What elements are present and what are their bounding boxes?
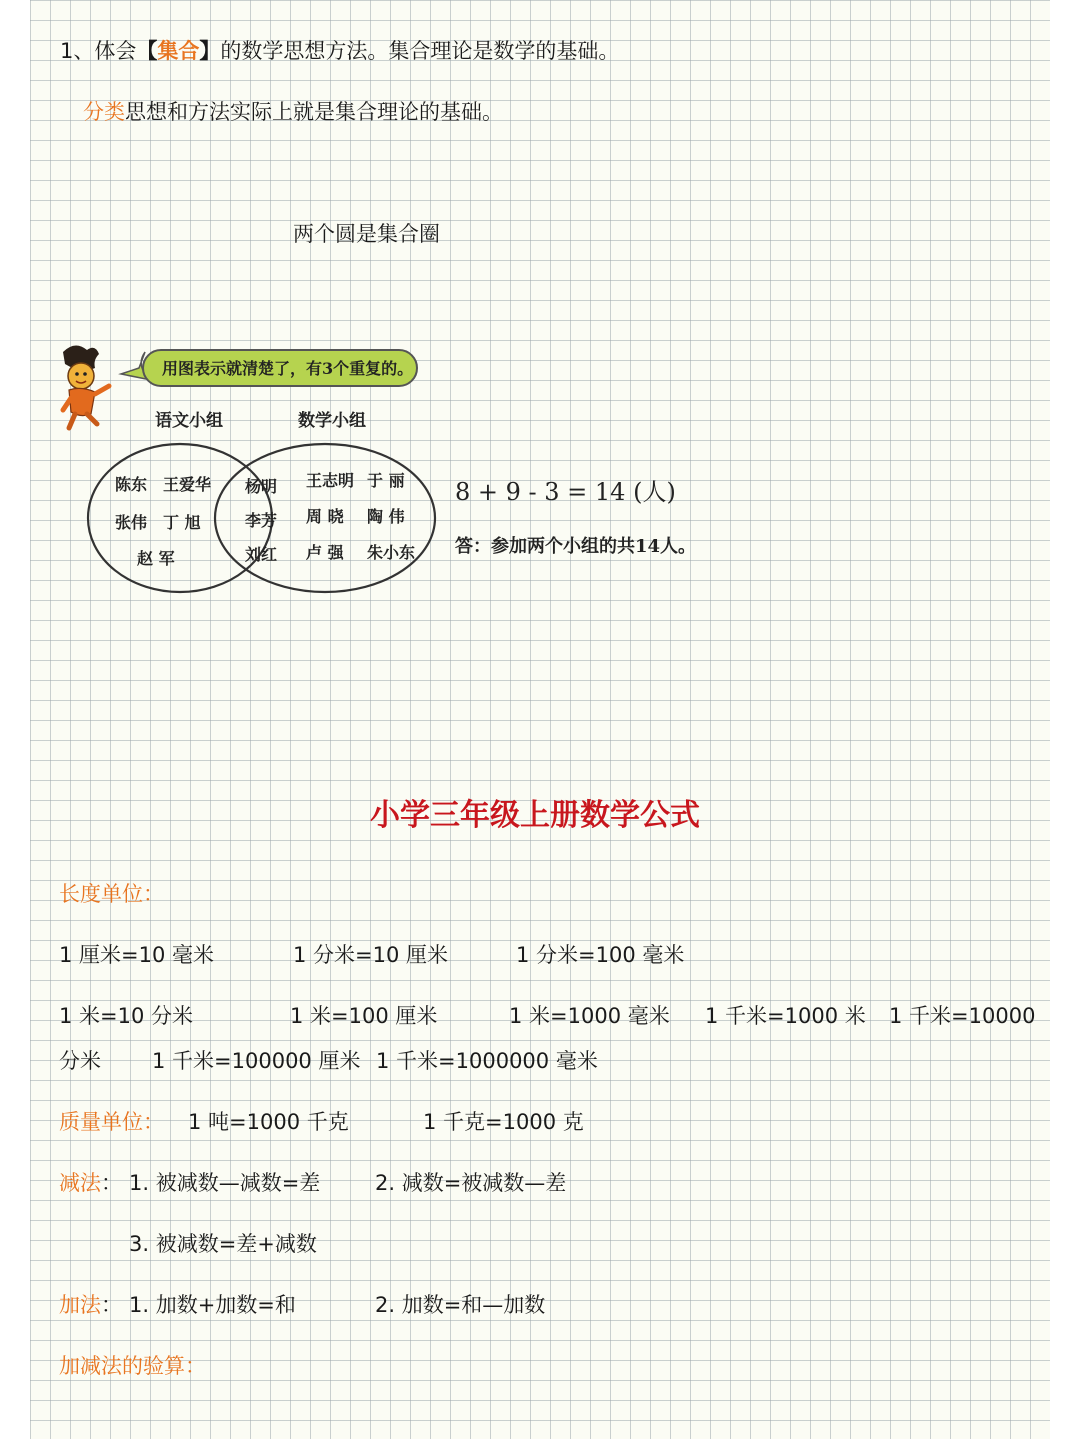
subtraction-heading-wrap	[59, 1169, 122, 1197]
subtraction-colon: ：	[101, 1171, 122, 1195]
length-item: 1 分米=10 厘米	[293, 943, 449, 967]
right-member: 周 晓	[306, 507, 344, 526]
length-item: 1 千米=1000000 毫米	[376, 1049, 598, 1073]
left-member: 陈东	[115, 475, 148, 494]
length-item: 1 米=1000 毫米	[509, 1004, 670, 1028]
answer: 答：参加两个小组的共14人。	[455, 536, 697, 557]
mass-item: 1 千克=1000 克	[423, 1110, 584, 1134]
highlight-jihe: 集合	[157, 39, 200, 63]
speech-text: 用图表示就清楚了，有3个重复的。	[162, 359, 414, 378]
intro-line-2-rest: 思想和方法实际上就是集合理论的基础。	[125, 100, 503, 124]
mass-heading: 质量单位：	[59, 1110, 164, 1134]
right-member: 于 丽	[367, 471, 405, 490]
equation: 8 + 9 - 3 = 14 (人)	[455, 478, 676, 506]
length-item: 1 米=100 厘米	[290, 1004, 438, 1028]
cartoon-character-icon	[63, 345, 109, 428]
subtraction-heading: 减法	[59, 1171, 101, 1195]
both-member: 李芳	[245, 511, 278, 530]
open-bracket: 【	[136, 39, 158, 63]
addition-heading: 加法	[59, 1293, 101, 1317]
highlight-fenlei: 分类	[83, 100, 125, 124]
addition-heading-wrap	[59, 1291, 122, 1319]
intro-line-2	[83, 98, 503, 126]
right-member: 王志明	[306, 471, 355, 490]
left-group-title: 语文小组	[155, 411, 223, 431]
both-member: 杨明	[245, 477, 278, 496]
subtraction-item: 3. 被减数=差+减数	[129, 1232, 317, 1256]
right-member: 卢 强	[306, 543, 344, 562]
length-item: 1 千米=10000	[889, 1004, 1036, 1028]
subtraction-item: 2. 减数=被减数—差	[375, 1171, 567, 1195]
left-member: 赵 军	[137, 549, 175, 568]
length-heading: 长度单位：	[59, 882, 164, 906]
intro-rest: 的数学思想方法。集合理论是数学的基础。	[220, 39, 620, 63]
length-item: 1 千米=1000 米	[705, 1004, 866, 1028]
page-title: 小学三年级上册数学公式	[370, 798, 700, 833]
close-bracket: 】	[199, 39, 221, 63]
right-member: 朱小东	[367, 543, 416, 562]
mass-item: 1 吨=1000 千克	[188, 1110, 349, 1134]
left-member: 张伟	[115, 513, 148, 532]
left-member: 丁 旭	[163, 513, 201, 532]
venn-figure	[55, 340, 695, 610]
intro-line-1	[60, 37, 619, 65]
figure-caption: 两个圆是集合圈	[293, 222, 440, 246]
length-item: 1 分米=100 毫米	[516, 943, 685, 967]
intro-prefix: 1、体会	[60, 39, 137, 63]
addition-colon: ：	[101, 1293, 122, 1317]
left-member: 王爱华	[163, 475, 212, 494]
addition-item: 2. 加数=和—加数	[375, 1293, 546, 1317]
length-item: 1 厘米=10 毫米	[59, 943, 215, 967]
length-item: 1 千米=100000 厘米	[152, 1049, 361, 1073]
right-member: 陶 伟	[367, 507, 405, 526]
grid-paper	[30, 0, 1050, 1439]
length-item: 1 米=10 分米	[59, 1004, 194, 1028]
length-item: 分米	[59, 1049, 101, 1073]
both-member: 刘红	[245, 545, 278, 564]
check-heading: 加减法的验算：	[59, 1354, 206, 1378]
right-group-title: 数学小组	[298, 411, 366, 431]
subtraction-item: 1. 被减数—减数=差	[129, 1171, 321, 1195]
addition-item: 1. 加数+加数=和	[129, 1293, 296, 1317]
